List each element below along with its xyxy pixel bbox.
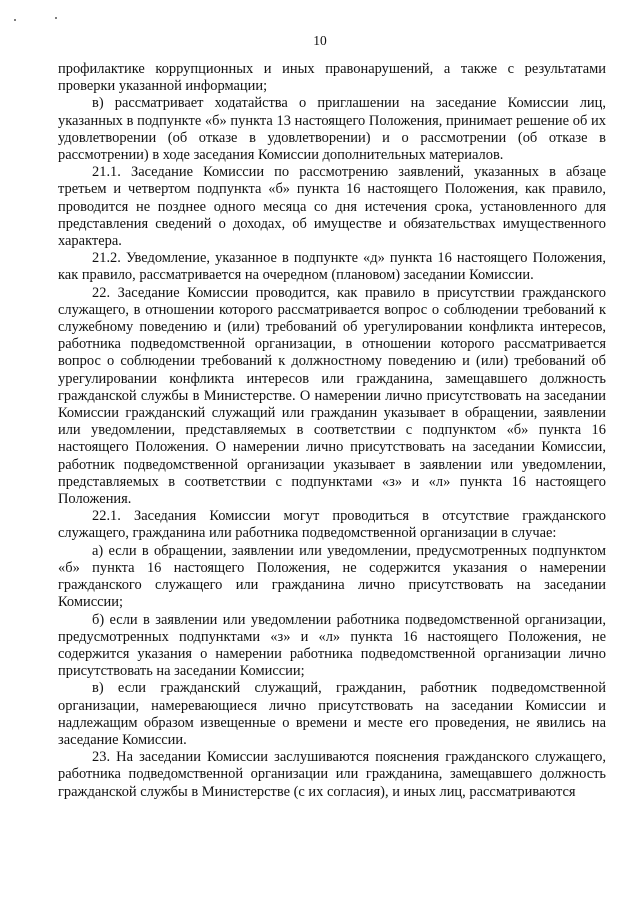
paragraph-22-1-b: б) если в заявлении или уведомлении работника подведомственной организации, предусмотренных подпунктами «з» и «л» пункта 16 настоящего Положения, не содержится указания о намерении работника подведомственной организации лично присутствовать на заседании Комиссии; xyxy=(58,611,606,680)
paragraph-22: 22. Заседание Комиссии проводится, как правило в присутствии гражданского служащего, в отношении которого рассматривается вопрос о соблюдении требований к служебному поведению и (или) требований об урегулировании конфликта интересов, работника подведомственной организации, в отношении которого рассматривается вопрос о соблюдении требований к должностному поведению и (или) требований об урегулировании конфликта интересов или гражданина, замещавшего должность гражданской службы в Министерстве. О намерении лично присутствовать на заседании Комиссии гражданский служащий или гражданин указывает в обращении, заявлении или уведомлении, представляемых в соответствии с подпунктом «б» пункта 16 настоящего Положения. О намерении лично присутствовать на заседании Комиссии, работник подведомственной организации указывает в заявлении или уведомлении, представляемых в соответствии с подпунктами «з» и «л» пункта 16 настоящего Положения. xyxy=(58,284,606,508)
scan-speck xyxy=(14,19,16,21)
paragraph-21-1: 21.1. Заседание Комиссии по рассмотрению заявлений, указанных в абзаце третьем и четвертом подпункта «б» пункта 16 настоящего Положения, как правило, проводится не позднее одного месяца со дня истечения срока, установленного для представления сведений о доходах, об имуществе и обязательствах имущественного характера. xyxy=(58,164,606,250)
paragraph-23: 23. На заседании Комиссии заслушиваются пояснения гражданского служащего, работника подведомственной организации или гражданина, замещавшего должность гражданской службы в Министерстве (с их согласия), и иных лиц, рассматриваются xyxy=(58,749,606,800)
document-body xyxy=(58,61,606,801)
page-number: 10 xyxy=(313,33,327,48)
paragraph-21-2: 21.2. Уведомление, указанное в подпункте «д» пункта 16 настоящего Положения, как правило, рассматривается на очередном (плановом) заседании Комиссии. xyxy=(58,250,606,284)
paragraph-22-1-a: а) если в обращении, заявлении или уведомлении, предусмотренных подпунктом «б» пункта 16 настоящего Положения, не содержится указания о намерении гражданского служащего или гражданина лично присутствовать на заседании Комиссии; xyxy=(58,542,606,611)
paragraph-22-1: 22.1. Заседания Комиссии могут проводиться в отсутствие гражданского служащего, гражданина или работника подведомственной организации в случае: xyxy=(58,508,606,542)
scan-speck xyxy=(55,17,57,19)
paragraph-20-v: в) рассматривает ходатайства о приглашении на заседание Комиссии лиц, указанных в подпункте «б» пункта 13 настоящего Положения, принимает решение об их удовлетворении (об отказе в удовлетворении) и о рассмотрении (об отказе в рассмотрении) в ходе заседания Комиссии дополнительных материалов. xyxy=(58,95,606,164)
paragraph-22-1-v: в) если гражданский служащий, гражданин, работник подведомственной организации, намеревающиеся лично присутствовать на заседании Комиссии и надлежащим образом извещенные о времени и месте его проведения, не явились на заседание Комиссии. xyxy=(58,680,606,748)
paragraph-continuation: профилактике коррупционных и иных правонарушений, а также с результатами проверки указанной информации; xyxy=(58,61,606,95)
